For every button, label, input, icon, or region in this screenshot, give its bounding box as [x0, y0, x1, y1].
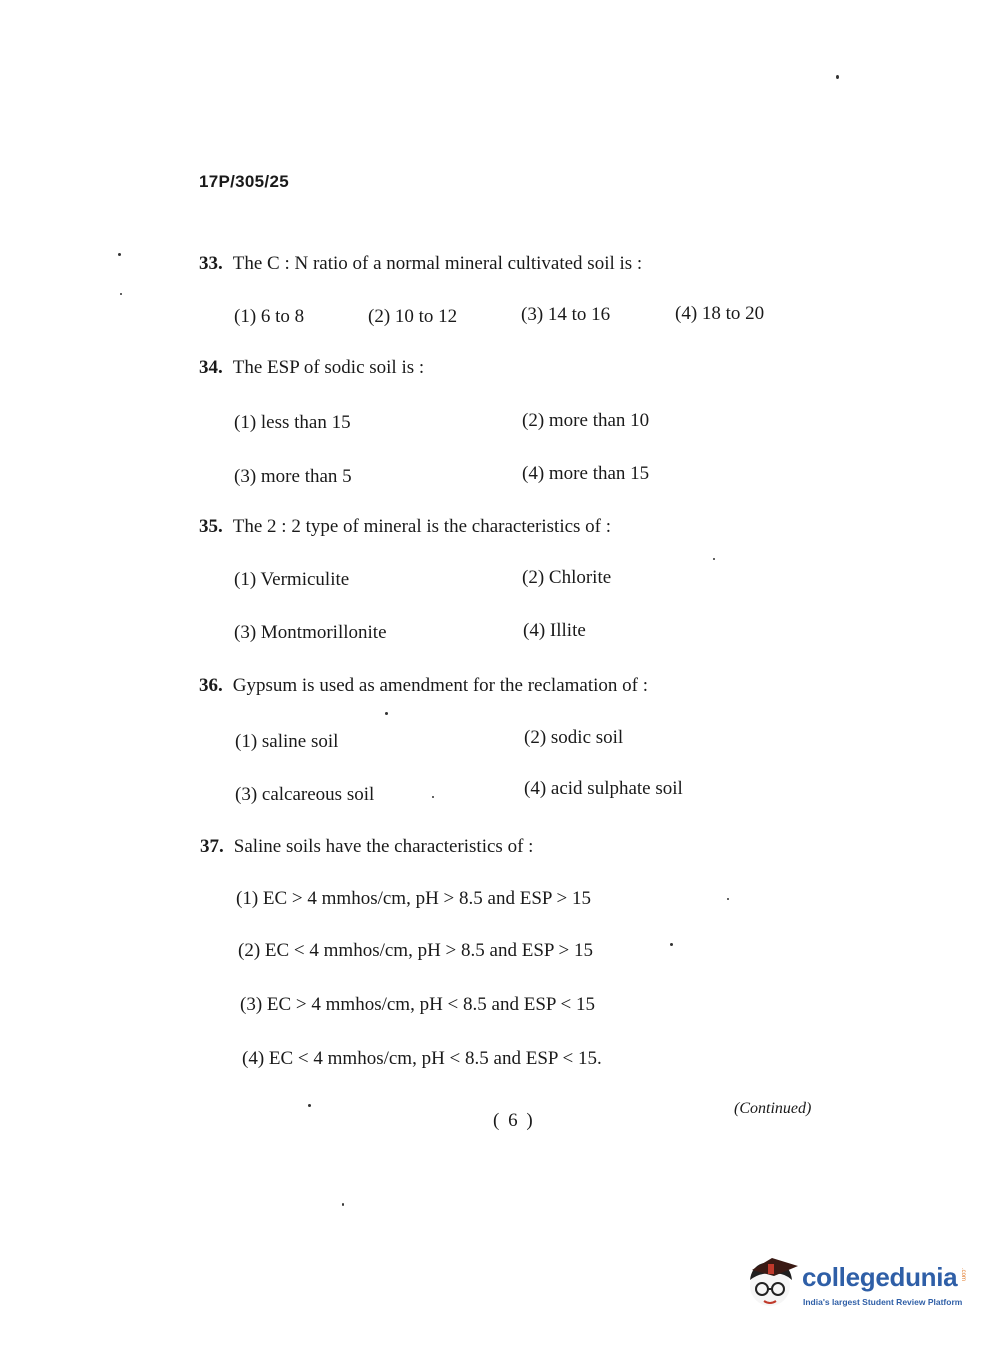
- question-34: [199, 357, 424, 379]
- scan-speck: [342, 1203, 344, 1206]
- option-33-1: (1) 6 to 8: [234, 306, 305, 327]
- option-36-1: (1) saline soil: [235, 731, 339, 752]
- question-number: 36.: [199, 675, 223, 696]
- page-number: ( 6 ): [493, 1110, 535, 1131]
- option-35-2: (2) Chlorite: [522, 567, 612, 588]
- question-number: 34.: [199, 357, 223, 378]
- scan-speck: [432, 796, 434, 798]
- option-34-1: (1) less than 15: [234, 412, 351, 433]
- option-34-4: (4) more than 15: [522, 463, 650, 484]
- option-37-1: (1) EC > 4 mmhos/cm, pH > 8.5 and ESP > 15: [236, 888, 591, 909]
- question-number: 33.: [199, 253, 223, 274]
- question-37: [200, 836, 533, 858]
- option-35-3: (3) Montmorillonite: [234, 622, 387, 643]
- option-35-4: (4) Illite: [523, 620, 586, 641]
- option-33-2: (2) 10 to 12: [368, 306, 458, 327]
- question-33: [199, 253, 642, 275]
- scan-speck: [120, 293, 122, 295]
- scan-speck: [385, 712, 388, 715]
- scan-speck: [727, 898, 729, 900]
- question-text: The 2 : 2 type of mineral is the characteristics of :: [232, 516, 612, 537]
- question-number: 37.: [200, 836, 224, 857]
- scan-speck: [670, 943, 673, 946]
- option-35-1: (1) Vermiculite: [234, 569, 350, 590]
- scan-speck: [836, 75, 839, 79]
- option-36-4: (4) acid sulphate soil: [524, 778, 683, 799]
- question-36: [199, 675, 648, 697]
- continued-label: (Continued): [734, 1100, 812, 1117]
- scan-speck: [118, 253, 121, 256]
- option-37-2: (2) EC < 4 mmhos/cm, pH > 8.5 and ESP > 15: [238, 940, 593, 961]
- mascot-logo-icon: [742, 1250, 800, 1310]
- brand-name: collegedunia: [802, 1262, 958, 1292]
- question-35: [199, 516, 611, 538]
- option-36-2: (2) sodic soil: [524, 727, 624, 748]
- scan-speck: [308, 1104, 311, 1107]
- option-37-4: (4) EC < 4 mmhos/cm, pH < 8.5 and ESP < 15.: [242, 1048, 602, 1069]
- option-34-3: (3) more than 5: [234, 466, 352, 487]
- brand-suffix: .com: [960, 1268, 966, 1282]
- question-text: The C : N ratio of a normal mineral cultivated soil is :: [232, 253, 643, 274]
- brand-tagline: India's largest Student Review Platform: [803, 1297, 963, 1307]
- option-37-3: (3) EC > 4 mmhos/cm, pH < 8.5 and ESP < 15: [240, 994, 595, 1015]
- question-number: 35.: [199, 516, 223, 537]
- question-text: The ESP of sodic soil is :: [232, 357, 425, 378]
- question-text: Gypsum is used as amendment for the reclamation of :: [232, 675, 649, 696]
- option-34-2: (2) more than 10: [522, 410, 650, 431]
- option-33-4: (4) 18 to 20: [675, 303, 765, 324]
- scan-speck: [713, 558, 715, 560]
- collegedunia-watermark: [742, 1250, 972, 1310]
- paper-code: 17P/305/25: [199, 172, 289, 191]
- option-33-3: (3) 14 to 16: [521, 304, 611, 325]
- option-36-3: (3) calcareous soil: [235, 784, 375, 805]
- question-text: Saline soils have the characteristics of :: [233, 836, 534, 857]
